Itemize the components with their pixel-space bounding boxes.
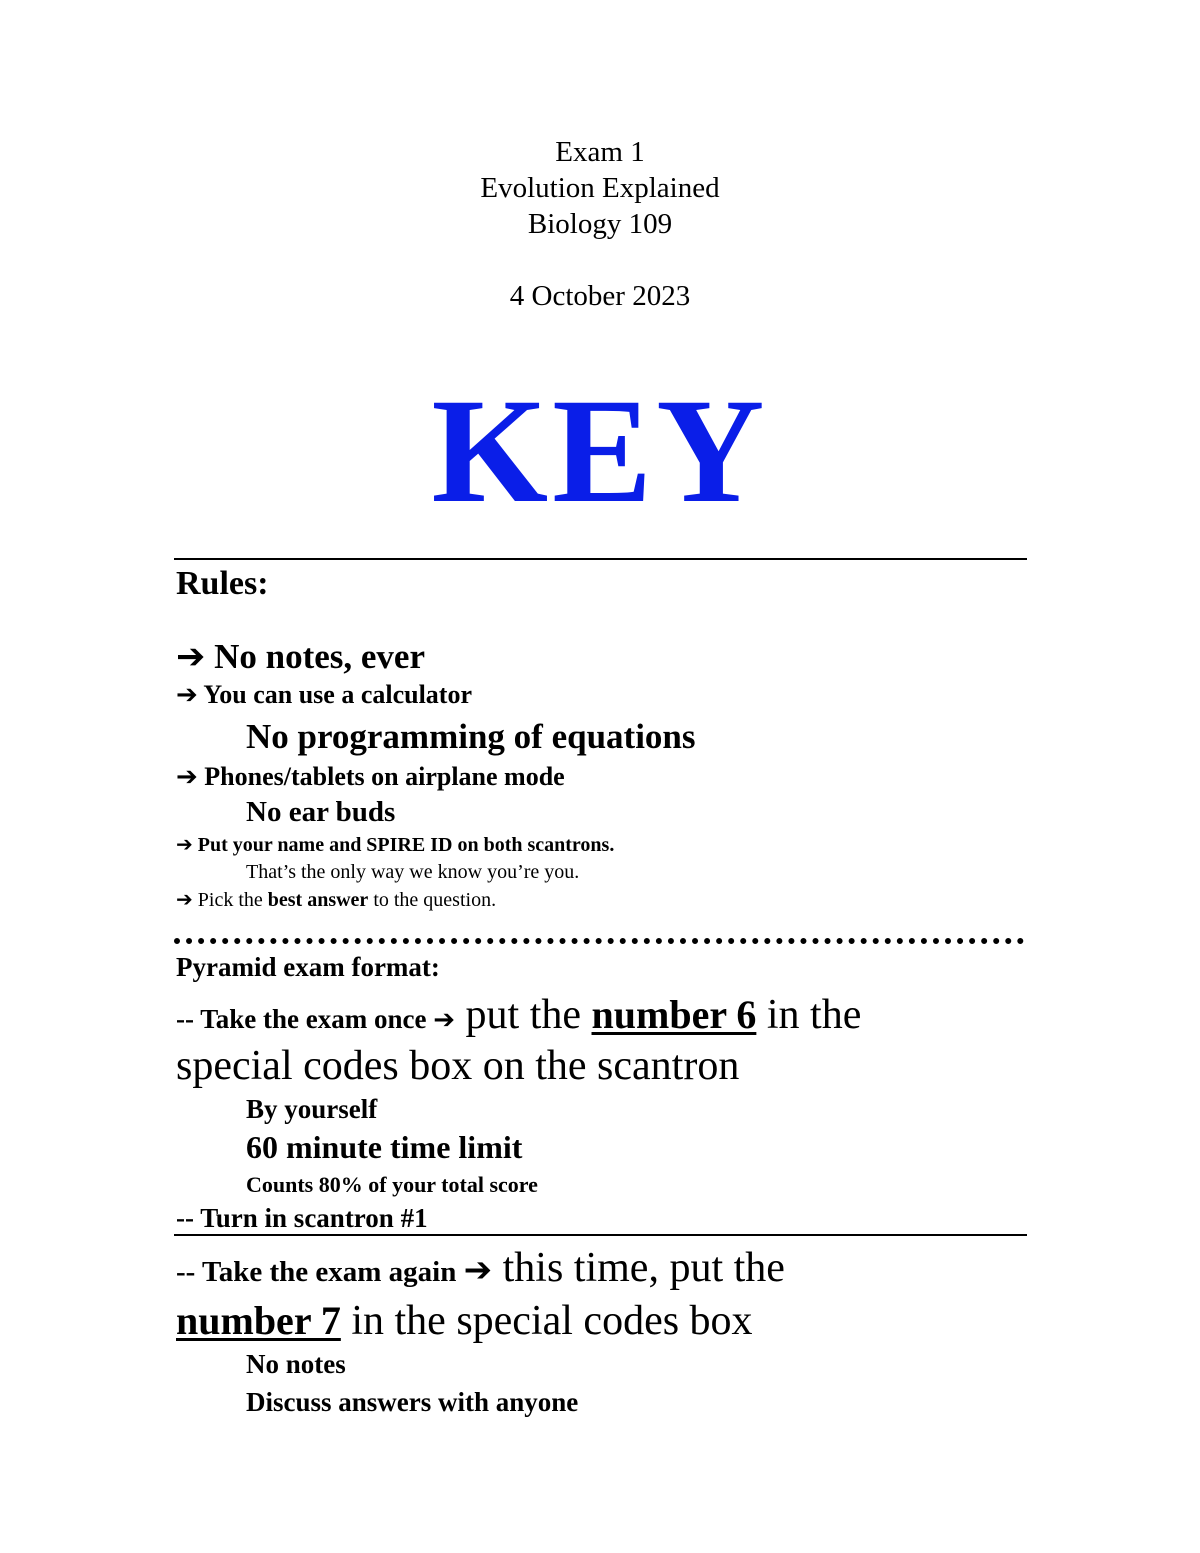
rule-calculator-text: You can use a calculator [203, 680, 473, 709]
rule-no-notes [176, 636, 425, 678]
right-arrow-icon: ➔ [176, 832, 193, 856]
pyramid-heading: Pyramid exam format: [176, 952, 440, 982]
second-attempt-line [176, 1243, 785, 1297]
rule-name-spire-text: Put your name and SPIRE ID on both scantrons. [197, 834, 615, 856]
second-attempt-text1: this time, put the [492, 1245, 785, 1291]
right-arrow-icon: ➔ [176, 887, 193, 911]
rules-heading: Rules: [176, 565, 269, 602]
exam-date: 4 October 2023 [509, 280, 691, 312]
rule-name-spire [176, 831, 614, 858]
first-attempt-text2: in the [756, 992, 862, 1038]
key-title: KEY [431, 368, 769, 534]
rule-no-notes-text: No notes, ever [214, 637, 425, 676]
rule-no-ear-buds: No ear buds [246, 796, 396, 828]
rule-phones-text: Phones/tablets on airplane mode [204, 762, 565, 791]
right-arrow-icon: ➔ [176, 637, 206, 677]
first-attempt-number: number 6 [591, 992, 757, 1037]
exam-number: Exam 1 [555, 136, 645, 168]
turn-in-scantron: -- Turn in scantron #1 [176, 1203, 428, 1233]
first-counts-80: Counts 80% of your total score [246, 1172, 538, 1197]
right-arrow-icon: ➔ [463, 1250, 493, 1290]
right-arrow-icon: ➔ [176, 680, 198, 710]
rule-best-answer-pre: Pick the [197, 889, 268, 911]
right-arrow-icon: ➔ [433, 1005, 456, 1035]
rule-no-programming: No programming of equations [246, 717, 696, 756]
second-attempt-lead: Take the exam again [202, 1256, 464, 1288]
first-attempt-line2: special codes box on the scantron [176, 1043, 740, 1089]
rule-best-answer-post: to the question. [368, 889, 497, 911]
second-no-notes: No notes [246, 1349, 346, 1379]
divider-bottom [174, 1234, 1027, 1236]
first-attempt-lead: Take the exam once [200, 1004, 434, 1034]
first-attempt-line [176, 990, 861, 1045]
second-attempt-text2: in the special codes box [340, 1298, 753, 1344]
rule-best-answer [176, 886, 496, 913]
first-time-limit: 60 minute time limit [246, 1129, 523, 1165]
right-arrow-icon: ➔ [176, 762, 198, 792]
first-attempt-text1: put the [455, 992, 592, 1038]
second-attempt-number: number 7 [176, 1298, 341, 1343]
rule-phones [176, 761, 565, 793]
first-by-yourself: By yourself [246, 1094, 378, 1124]
rule-only-way: That’s the only way we know you’re you. [246, 861, 580, 883]
second-discuss: Discuss answers with anyone [246, 1387, 579, 1417]
first-attempt-dash: -- [176, 1004, 201, 1034]
divider-top [174, 558, 1027, 560]
rule-best-answer-bold: best answer [267, 889, 369, 911]
rule-calculator [176, 679, 472, 711]
dotted-divider [174, 938, 1024, 944]
course-title: Evolution Explained [480, 172, 720, 204]
second-attempt-dash: -- [176, 1256, 203, 1288]
second-attempt-line2 [176, 1296, 753, 1346]
course-code: Biology 109 [527, 208, 673, 240]
